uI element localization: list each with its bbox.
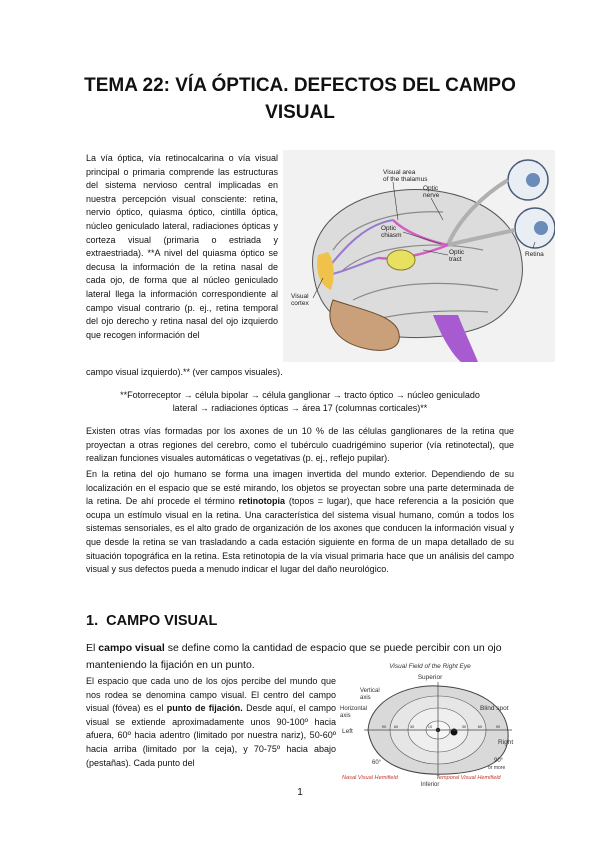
- label-blind-spot: Blind spot: [480, 705, 509, 712]
- label-visual-area: Visual area: [383, 169, 416, 176]
- thalamus: [387, 250, 415, 270]
- intro-paragraph-tail: campo visual izquierdo).** (ver campos visuales).: [86, 367, 283, 377]
- section-number: 1.: [86, 613, 99, 629]
- label-nasal-hemifield: Nasal Visual Hemifield: [342, 775, 398, 781]
- iris-top: [526, 173, 540, 187]
- paragraph-retinotopy: [86, 468, 514, 577]
- retinotopy-text-after: (topos = lugar), que hace referencia a la posición que ocupa un estímulo visual en la retina. Una característica del sistema visual humano, común a todos los sistemas sensoriales, es el alto grado de organización de los axones que conducen la información visual y que desde la retina se van trasladando a cada estación siguiente en forma de un mapa detallado de su situación topográfica en la retina. Esta retinotopia de la vía visual primaria hace que un análisis del campo visual y sus defectos pueda a menudo indicar el lugar del daño neurológico.: [86, 496, 514, 575]
- label-or-more: or more: [488, 765, 506, 771]
- ring-label: 10: [427, 724, 433, 729]
- label-60-degrees: 60°: [372, 760, 382, 766]
- label-visual-cortex-1: Visual: [291, 293, 309, 300]
- visual-field-text-after: Desde aquí, el campo visual se extiende aproximadamente unos 90-100º hacia afuera, 60º hacia adentro (limitado por nuestra nariz), 50-60º hacia arriba (limitado por la ceja), y 70-75º hacia abajo (pestañas). Cada punto del: [86, 703, 336, 768]
- page-title: TEMA 22: VÍA ÓPTICA. DEFECTOS DEL CAMPO VISUAL: [84, 75, 516, 123]
- ring-label: 30: [461, 724, 467, 729]
- ring-label: 90: [381, 724, 387, 729]
- section-heading: [86, 613, 217, 629]
- label-optic-chiasm-1: Optic: [381, 225, 397, 232]
- visual-pathway-figure: [283, 150, 555, 362]
- label-visual-cortex-2: cortex: [291, 300, 309, 307]
- retinotopy-term: retinotopia: [238, 496, 286, 507]
- label-90-degrees: 90°: [494, 758, 504, 764]
- ring-label: 60: [477, 724, 483, 729]
- label-horizontal-axis-1: Horizontal: [340, 706, 368, 712]
- label-inferior: Inferior: [420, 782, 440, 786]
- label-of-thalamus: of the thalamus: [383, 176, 428, 183]
- ring-label: 90: [495, 724, 501, 729]
- label-superior: Superior: [417, 674, 443, 681]
- label-temporal-hemifield: Temporal Visual Hemifield: [436, 775, 501, 781]
- blind-spot-mark: [451, 729, 458, 736]
- label-vertical-axis-1: Vertical: [360, 688, 380, 694]
- paragraph-other-pathways: Existen otras vías formadas por los axones de un 10 % de las células ganglionares de la retina que proyectan a otras regiones del cerebro, como el tubérculo cuadrigémino superior (vía retinotectal), que realizan funciones visuales automáticas o vegetativas (p. ej., reflejo pupilar).: [86, 426, 514, 464]
- definition-after: se define como la cantidad de espacio que se puede percibir con un ojo manteniendo la fijación en un punto.: [86, 642, 502, 671]
- label-optic-tract-1: Optic: [449, 249, 465, 256]
- label-retina: Retina: [525, 251, 544, 258]
- label-horizontal-axis-2: axis: [340, 713, 351, 719]
- label-vertical-axis-2: axis: [360, 695, 371, 701]
- label-optic-nerve-2: nerve: [423, 192, 440, 199]
- iris-bottom: [534, 221, 548, 235]
- pathway-chain-line-2: lateral → radiaciones ópticas → área 17 (columnas corticales)**: [172, 403, 428, 413]
- ring-label: 60: [393, 724, 399, 729]
- definition-term: campo visual: [98, 642, 165, 654]
- visual-field-text-before: El espacio que cada uno de los ojos percibe del mundo que nos rodea se denomina campo visual. El centro del campo visual (fóvea) es el: [86, 676, 336, 714]
- pathway-chain: [100, 389, 500, 415]
- label-optic-chiasm-2: chiasm: [381, 232, 402, 239]
- visual-field-figure: [338, 660, 522, 786]
- fixation-point-term: punto de fijación.: [166, 703, 243, 714]
- label-left: Left: [342, 728, 353, 735]
- pathway-chain-line-1: **Fotorreceptor → célula bipolar → célula ganglionar → tracto óptico → núcleo geniculado: [120, 390, 480, 400]
- label-optic-nerve-1: Optic: [423, 185, 439, 192]
- page-number: 1: [297, 787, 303, 798]
- section-title: CAMPO VISUAL: [106, 613, 218, 629]
- definition-before: El: [86, 642, 99, 654]
- label-optic-tract-2: tract: [449, 256, 462, 263]
- label-right: Right: [498, 739, 514, 746]
- intro-paragraph: La vía óptica, vía retinocalcarina o vía visual principal o primaria comprende las estructuras del sistema nervioso central implicadas en nuestra percepción visual consciente: retina, nervio óptico, quiasma óptico, cintilla óptica, núcleo geniculado lateral, radiaciones ópticas y corteza visual (primaria o estriada y extraestriada). **A nivel del quiasma óptico se decusa la información de la retina nasal de cada ojo, de forma que al núcleo geniculado lateral llega la información correspondiente al campo visual contrario (p. ej., retina temporal del ojo derecho y retina nasal del ojo izquierdo que recogen información del: [86, 153, 278, 340]
- paragraph-visual-field: [86, 675, 336, 770]
- figure2-title: Visual Field of the Right Eye: [389, 663, 471, 670]
- ring-label: 30: [409, 724, 415, 729]
- retinotopy-text-before: En la retina del ojo humano se forma una imagen invertida del mundo exterior. Dependiendo de su localización en el espacio que se esté mirando, los objetos se proyectan sobre una parte determinada de la retina. De ahí procede el término: [86, 469, 514, 507]
